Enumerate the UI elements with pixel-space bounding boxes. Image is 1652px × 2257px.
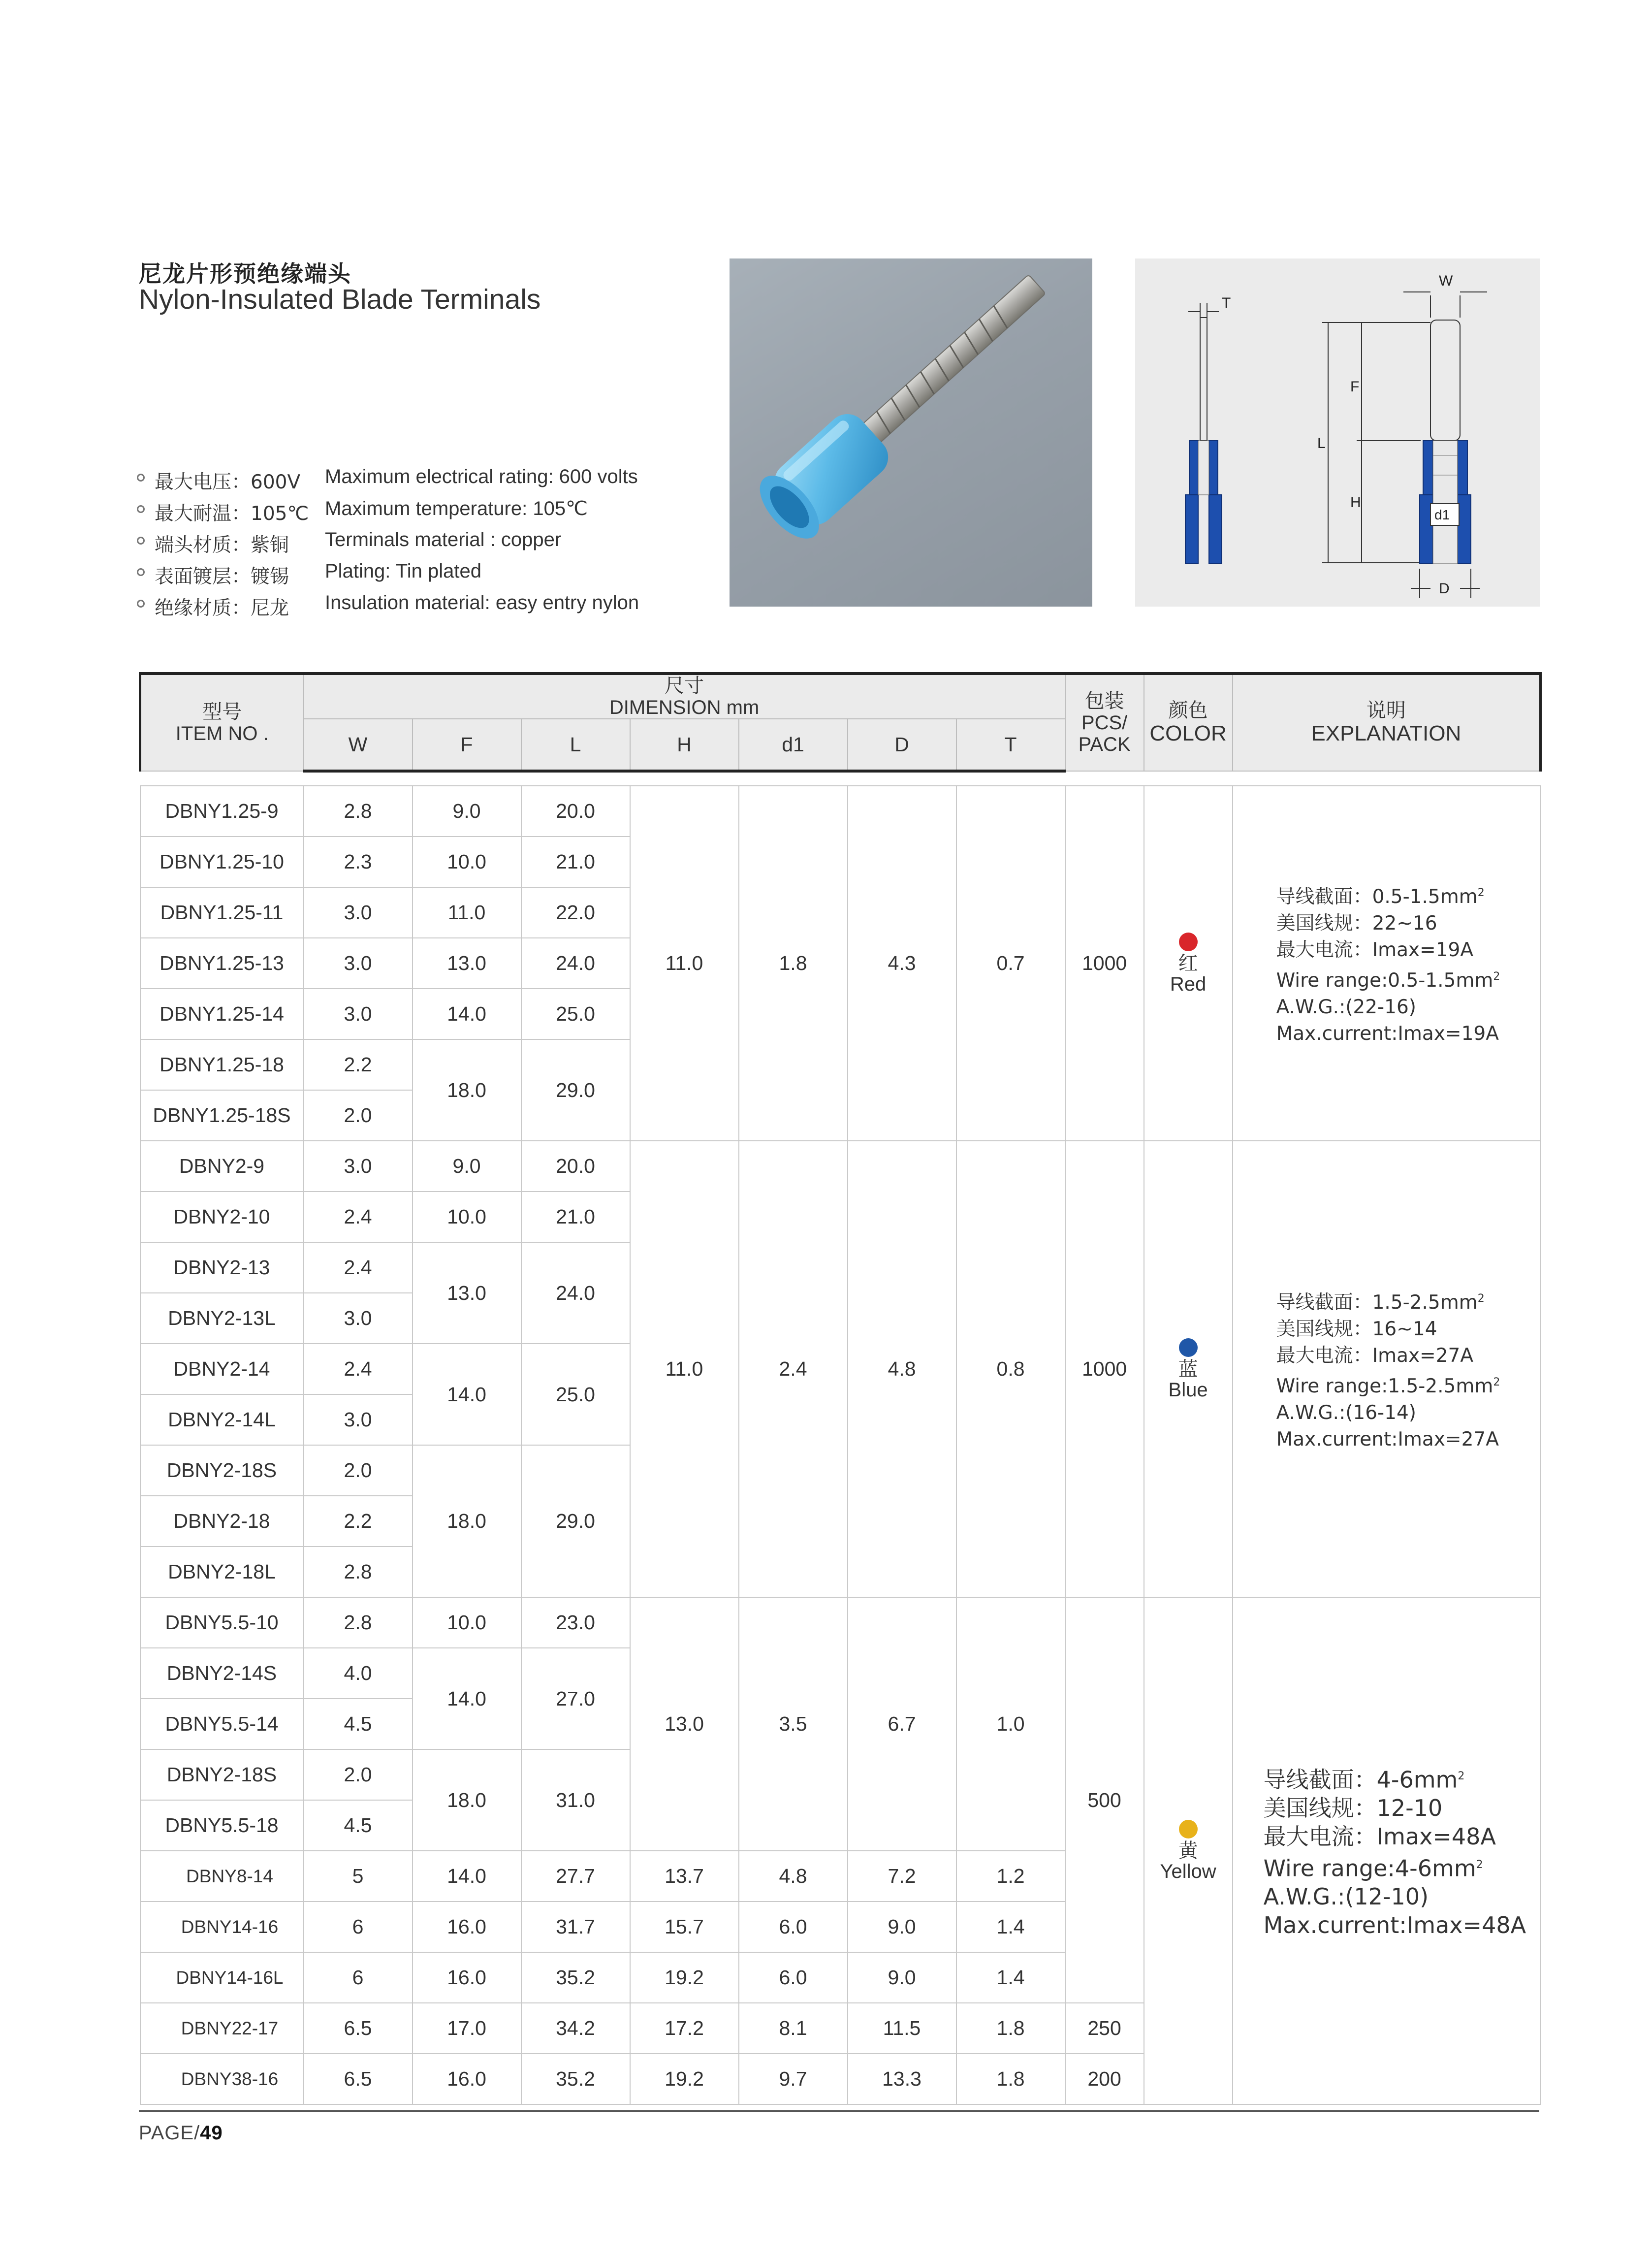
cell-l: 31.7	[521, 1902, 630, 1952]
cell-w: 3.0	[304, 989, 413, 1039]
cell-t: 1.8	[956, 2003, 1065, 2054]
dim-label-d1: d1	[1434, 507, 1450, 522]
color-cn: 蓝	[1178, 1358, 1198, 1380]
header-item-en: ITEM NO .	[175, 723, 269, 744]
cell-t: 1.4	[956, 1952, 1065, 2003]
cell-w: 3.0	[304, 938, 413, 989]
product-photo	[730, 258, 1092, 607]
cell-w: 2.0	[304, 1090, 413, 1141]
expl-line: Max.current:Imax=48A	[1263, 1912, 1526, 1939]
cell-w: 2.2	[304, 1039, 413, 1090]
header-dimension	[304, 674, 1065, 719]
dim-label-t: T	[1222, 295, 1231, 311]
cell-pack: 1000	[1065, 786, 1144, 1141]
cell-l: 25.0	[521, 989, 630, 1039]
spec-item	[137, 589, 718, 620]
header-f: F	[413, 719, 521, 771]
cell-item: DBNY22-17	[140, 2003, 304, 2054]
page-num: 49	[200, 2122, 223, 2144]
cell-h: 19.2	[630, 1952, 739, 2003]
table-row	[140, 1141, 1541, 1192]
cell-item: DBNY5.5-10	[140, 1597, 304, 1648]
header-w: W	[304, 719, 413, 771]
cell-d1: 4.8	[739, 1851, 848, 1902]
cell-f: 16.0	[413, 1902, 521, 1952]
cell-w: 3.0	[304, 1141, 413, 1192]
cell-d1: 2.4	[739, 1141, 848, 1597]
cell-l: 35.2	[521, 1952, 630, 2003]
cell-item: DBNY1.25-14	[140, 989, 304, 1039]
cell-item: DBNY1.25-10	[140, 837, 304, 887]
cell-d1: 3.5	[739, 1597, 848, 1851]
cell-f: 10.0	[413, 1192, 521, 1242]
dimension-drawing	[1135, 258, 1540, 607]
page-title-en: Nylon-Insulated Blade Terminals	[139, 284, 541, 315]
cell-d1: 1.8	[739, 786, 848, 1141]
spec-en: Plating: Tin plated	[325, 560, 481, 582]
cell-w: 4.5	[304, 1699, 413, 1749]
header-t: T	[956, 719, 1065, 771]
expl-line: A.W.G.:(16-14)	[1276, 1401, 1416, 1424]
spec-cn: 绝缘材质：尼龙	[155, 597, 289, 619]
dimension-diagram-icon	[1135, 258, 1540, 607]
header-item-cn: 型号	[202, 701, 242, 723]
cell-explanation	[1233, 1597, 1541, 2104]
cell-item: DBNY2-9	[140, 1141, 304, 1192]
cell-t: 1.4	[956, 1902, 1065, 1952]
cell-color	[1144, 1597, 1233, 2104]
page-number	[139, 2122, 223, 2144]
page-prefix: PAGE/	[139, 2122, 200, 2144]
table-row	[140, 786, 1541, 837]
cell-w: 6.5	[304, 2003, 413, 2054]
cell-t: 0.7	[956, 786, 1065, 1141]
header-dim-cn: 尺寸	[665, 675, 704, 697]
cell-t: 1.0	[956, 1597, 1065, 1851]
expl-line: 最大电流：Imax=19A	[1276, 938, 1474, 961]
cell-d: 4.8	[848, 1141, 956, 1597]
cell-color	[1144, 786, 1233, 1141]
cell-l: 24.0	[521, 938, 630, 989]
cell-item: DBNY2-14	[140, 1344, 304, 1394]
page-title-cn: 尼龙片形预绝缘端头	[139, 260, 351, 287]
cell-w: 6.5	[304, 2054, 413, 2104]
cell-item: DBNY38-16	[140, 2054, 304, 2104]
expl-line: 最大电流：Imax=48A	[1263, 1823, 1496, 1850]
expl-line: 最大电流：Imax=27A	[1276, 1344, 1474, 1367]
cell-f: 16.0	[413, 1952, 521, 2003]
cell-f: 14.0	[413, 1851, 521, 1902]
cell-f: 11.0	[413, 887, 521, 938]
cell-item: DBNY2-18S	[140, 1749, 304, 1800]
blue-dot-icon	[1179, 1338, 1198, 1357]
expl-line: Wire $range:0.5-1.5mm^2$	[1276, 969, 1500, 992]
spec-item	[137, 463, 718, 494]
cell-f: 9.0	[413, 1141, 521, 1192]
cell-l: 21.0	[521, 1192, 630, 1242]
cell-f: 14.0	[413, 1344, 521, 1445]
expl-line: Wire $range:1.5-2.5mm^2$	[1276, 1375, 1500, 1397]
bullet-icon	[137, 505, 145, 513]
cell-item: DBNY14-16	[140, 1902, 304, 1952]
cell-item: DBNY1.25-13	[140, 938, 304, 989]
cell-l: 22.0	[521, 887, 630, 938]
cell-w: 3.0	[304, 887, 413, 938]
cell-w: 2.3	[304, 837, 413, 887]
cell-pack: 500	[1065, 1597, 1144, 2003]
cell-item: DBNY2-14L	[140, 1394, 304, 1445]
cell-item: DBNY8-14	[140, 1851, 304, 1902]
cell-f: 10.0	[413, 837, 521, 887]
spec-item	[137, 526, 718, 557]
spec-item	[137, 494, 718, 526]
cell-item: DBNY5.5-14	[140, 1699, 304, 1749]
dim-label-d: D	[1439, 580, 1450, 597]
cell-l: 20.0	[521, 1141, 630, 1192]
header-color-en: COLOR	[1149, 721, 1227, 745]
cell-d: 7.2	[848, 1851, 956, 1902]
table-row	[140, 1597, 1541, 1648]
cell-l: 31.0	[521, 1749, 630, 1851]
cell-l: 35.2	[521, 2054, 630, 2104]
cell-t: 1.8	[956, 2054, 1065, 2104]
spec-en: Maximum temperature: 105℃	[325, 498, 588, 519]
cell-f: 13.0	[413, 938, 521, 989]
header-item	[140, 674, 304, 771]
cell-d1: 6.0	[739, 1952, 848, 2003]
cell-w: 4.0	[304, 1648, 413, 1699]
cell-item: DBNY2-18	[140, 1496, 304, 1547]
cell-w: 2.4	[304, 1242, 413, 1293]
yellow-dot-icon	[1179, 1820, 1198, 1838]
expl-line: 美国线规：12-10	[1263, 1795, 1443, 1821]
cell-h: 19.2	[630, 2054, 739, 2104]
cell-f: 10.0	[413, 1597, 521, 1648]
cell-item: DBNY2-10	[140, 1192, 304, 1242]
cell-pack: 1000	[1065, 1141, 1144, 1597]
cell-item: DBNY5.5-18	[140, 1800, 304, 1851]
cell-w: 3.0	[304, 1394, 413, 1445]
spec-cn: 表面镀层：镀锡	[155, 566, 289, 588]
cell-f: 14.0	[413, 989, 521, 1039]
cell-h: 15.7	[630, 1902, 739, 1952]
dim-label-w: W	[1439, 273, 1453, 289]
header-pack	[1065, 674, 1144, 771]
cell-l: 25.0	[521, 1344, 630, 1445]
cell-w: 2.8	[304, 786, 413, 837]
cell-d1: 6.0	[739, 1902, 848, 1952]
color-en: Red	[1170, 973, 1207, 995]
cell-d: 9.0	[848, 1952, 956, 2003]
cell-f: 18.0	[413, 1749, 521, 1851]
cell-l: 23.0	[521, 1597, 630, 1648]
spec-cn: 端头材质：紫铜	[155, 534, 289, 556]
color-en: Yellow	[1160, 1861, 1216, 1882]
red-dot-icon	[1179, 933, 1198, 951]
header-pack-en1: PCS/	[1081, 712, 1128, 734]
header-h: H	[630, 719, 739, 771]
dim-label-f: F	[1350, 379, 1360, 395]
header-color	[1144, 674, 1233, 771]
spec-en: Terminals material : copper	[325, 529, 562, 550]
spec-item	[137, 557, 718, 589]
cell-l: 24.0	[521, 1242, 630, 1344]
dim-label-l: L	[1317, 435, 1326, 451]
cell-item: DBNY1.25-18S	[140, 1090, 304, 1141]
expl-line: Wire $range:4-6mm^2$	[1263, 1855, 1483, 1882]
expl-line: 导线截面：$4-6mm^2$	[1263, 1766, 1465, 1793]
cell-f: 18.0	[413, 1445, 521, 1597]
cell-pack: 200	[1065, 2054, 1144, 2104]
expl-line: 美国线规：16~14	[1276, 1318, 1437, 1340]
cell-item: DBNY2-14S	[140, 1648, 304, 1699]
cell-item: DBNY1.25-11	[140, 887, 304, 938]
cell-d: 11.5	[848, 2003, 956, 2054]
cell-item: DBNY1.25-18	[140, 1039, 304, 1090]
header-d1: d1	[739, 719, 848, 771]
cell-w: 2.8	[304, 1547, 413, 1597]
cell-h: 13.0	[630, 1597, 739, 1851]
cell-t: 0.8	[956, 1141, 1065, 1597]
header-pack-en2: PACK	[1078, 734, 1131, 755]
cell-w: 2.4	[304, 1192, 413, 1242]
bullet-icon	[137, 568, 145, 576]
cell-w: 5	[304, 1851, 413, 1902]
expl-line: 导线截面：$1.5-2.5mm^2$	[1276, 1291, 1485, 1314]
table-gap	[140, 771, 1541, 786]
blade-terminal-photo-icon	[730, 258, 1092, 607]
expl-line: Max.current:Imax=19A	[1276, 1022, 1499, 1045]
cell-color	[1144, 1141, 1233, 1597]
dim-label-h: H	[1350, 494, 1361, 511]
bullet-icon	[137, 600, 145, 608]
cell-l: 27.0	[521, 1648, 630, 1749]
cell-w: 3.0	[304, 1293, 413, 1344]
cell-f: 14.0	[413, 1648, 521, 1749]
cell-w: 4.5	[304, 1800, 413, 1851]
color-cn: 红	[1178, 952, 1198, 974]
cell-l: 21.0	[521, 837, 630, 887]
header-color-cn: 颜色	[1168, 700, 1208, 721]
expl-line: 导线截面：$0.5-1.5mm^2$	[1276, 885, 1485, 908]
color-en: Blue	[1168, 1379, 1208, 1401]
header-explanation	[1233, 674, 1541, 771]
cell-w: 2.2	[304, 1496, 413, 1547]
spec-en: Insulation material: easy entry nylon	[325, 592, 639, 613]
spec-cn: 最大耐温：105℃	[155, 503, 309, 525]
cell-h: 11.0	[630, 786, 739, 1141]
spec-cn: 最大电压：600V	[155, 471, 301, 493]
cell-item: DBNY2-18L	[140, 1547, 304, 1597]
cell-w: 2.0	[304, 1749, 413, 1800]
cell-f: 17.0	[413, 2003, 521, 2054]
cell-h: 13.7	[630, 1851, 739, 1902]
cell-h: 17.2	[630, 2003, 739, 2054]
cell-f: 18.0	[413, 1039, 521, 1141]
cell-explanation	[1233, 1141, 1541, 1597]
header-l: L	[521, 719, 630, 771]
cell-item: DBNY2-13	[140, 1242, 304, 1293]
header-expl-en: EXPLANATION	[1311, 721, 1461, 745]
spec-table	[139, 672, 1542, 2105]
header-pack-cn: 包装	[1084, 690, 1124, 712]
cell-d: 6.7	[848, 1597, 956, 1851]
cell-l: 29.0	[521, 1445, 630, 1597]
cell-t: 1.2	[956, 1851, 1065, 1902]
cell-item: DBNY2-18S	[140, 1445, 304, 1496]
bullet-icon	[137, 474, 145, 482]
header-expl-cn: 说明	[1366, 700, 1406, 721]
cell-d: 13.3	[848, 2054, 956, 2104]
cell-item: DBNY1.25-9	[140, 786, 304, 837]
expl-line: Max.current:Imax=27A	[1276, 1428, 1499, 1451]
spec-en: Maximum electrical rating: 600 volts	[325, 466, 638, 487]
expl-line: A.W.G.:(12-10)	[1263, 1883, 1429, 1910]
cell-l: 20.0	[521, 786, 630, 837]
cell-w: 2.0	[304, 1445, 413, 1496]
cell-item: DBNY2-13L	[140, 1293, 304, 1344]
cell-d: 9.0	[848, 1902, 956, 1952]
color-cn: 黄	[1178, 1840, 1198, 1862]
expl-line: A.W.G.:(22-16)	[1276, 996, 1416, 1018]
cell-h: 11.0	[630, 1141, 739, 1597]
cell-pack: 250	[1065, 2003, 1144, 2054]
expl-line: 美国线规：22~16	[1276, 912, 1437, 935]
bullet-icon	[137, 537, 145, 545]
cell-f: 9.0	[413, 786, 521, 837]
cell-l: 34.2	[521, 2003, 630, 2054]
cell-w: 2.4	[304, 1344, 413, 1394]
cell-w: 2.8	[304, 1597, 413, 1648]
cell-f: 13.0	[413, 1242, 521, 1344]
header-dim-en: DIMENSION mm	[609, 697, 760, 718]
cell-d1: 9.7	[739, 2054, 848, 2104]
cell-l: 27.7	[521, 1851, 630, 1902]
footer-divider	[139, 2110, 1539, 2112]
header-d: D	[848, 719, 956, 771]
cell-w: 6	[304, 1902, 413, 1952]
cell-d1: 8.1	[739, 2003, 848, 2054]
cell-d: 4.3	[848, 786, 956, 1141]
spec-list	[137, 463, 718, 620]
cell-l: 29.0	[521, 1039, 630, 1141]
cell-item: DBNY14-16L	[140, 1952, 304, 2003]
cell-w: 6	[304, 1952, 413, 2003]
cell-f: 16.0	[413, 2054, 521, 2104]
cell-explanation	[1233, 786, 1541, 1141]
